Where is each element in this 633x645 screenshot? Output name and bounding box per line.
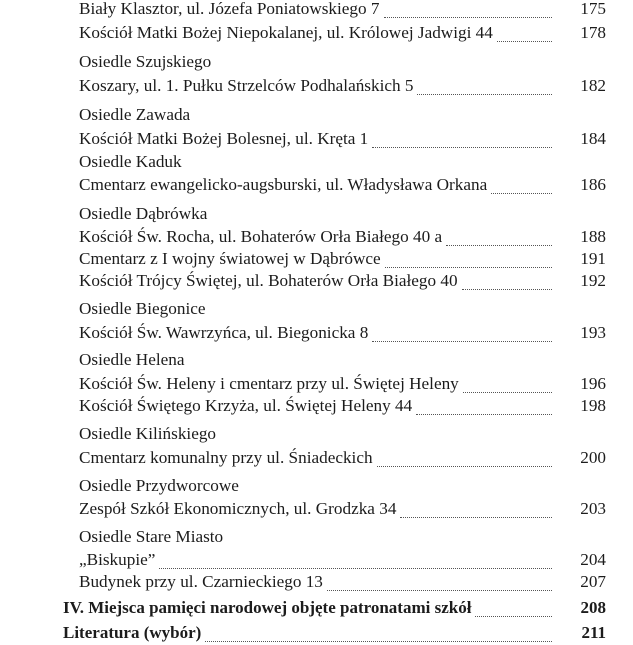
toc-group-heading: Osiedle Kaduk: [79, 151, 182, 171]
toc-entry-page: 200: [580, 447, 606, 467]
toc-entry-page: 184: [580, 128, 606, 148]
dot-leader: [385, 266, 552, 268]
dot-leader: [462, 288, 552, 290]
toc-entry-title: Zespół Szkół Ekonomicznych, ul. Grodzka 34: [79, 499, 397, 519]
toc-entry-page: 191: [580, 248, 606, 268]
toc-group-heading: Osiedle Szujskiego: [79, 52, 212, 72]
dot-leader: [372, 340, 552, 342]
toc-entry-title: Cmentarz z I wojny światowej w Dąbrówce: [79, 248, 381, 268]
toc-section[interactable]: [63, 621, 606, 645]
toc-entry-title: Kościół Św. Rocha, ul. Bohaterów Orła Białego 40 a: [79, 226, 443, 246]
toc-group-heading: Osiedle Helena: [79, 350, 185, 370]
toc-group-heading: Osiedle Stare Miasto: [79, 527, 224, 547]
dot-leader: [417, 93, 552, 95]
toc-entry-page: 178: [580, 22, 606, 42]
toc-entry[interactable]: [79, 321, 606, 345]
toc-entry-page: 186: [580, 175, 606, 195]
toc-entry-title: Kościół Św. Wawrzyńca, ul. Biegonicka 8: [79, 322, 369, 342]
toc-entry[interactable]: [79, 372, 606, 396]
toc-entry[interactable]: [79, 269, 606, 293]
toc-entry[interactable]: [79, 74, 606, 98]
toc-entry[interactable]: [79, 570, 606, 594]
dot-leader: [446, 244, 552, 246]
toc-entry-page: 193: [580, 322, 606, 342]
toc-entry[interactable]: [79, 394, 606, 418]
toc-entry-title: Kościół Św. Heleny i cmentarz przy ul. Świętej Heleny: [79, 373, 459, 393]
toc-entry-title: „Biskupie”: [79, 550, 156, 570]
dot-leader: [377, 465, 552, 467]
toc-entry-page: 192: [580, 270, 606, 290]
toc-section-page: 208: [580, 597, 606, 617]
dot-leader: [463, 391, 552, 393]
toc-entry-title: Kościół Trójcy Świętej, ul. Bohaterów Orła Białego 40: [79, 270, 458, 290]
dot-leader: [205, 640, 552, 642]
toc-entry-page: 175: [580, 0, 606, 18]
dot-leader: [400, 516, 552, 518]
toc-entry[interactable]: [79, 173, 606, 197]
toc-section[interactable]: [63, 596, 606, 620]
dot-leader: [384, 16, 552, 18]
toc-group-heading: Osiedle Zawada: [79, 105, 191, 125]
toc-section-page: 211: [581, 623, 606, 643]
dot-leader: [327, 589, 552, 591]
toc-entry[interactable]: [79, 127, 606, 151]
toc-section-title: Literatura (wybór): [63, 623, 202, 643]
toc-entry-title: Koszary, ul. 1. Pułku Strzelców Podhalańskich 5: [79, 75, 414, 95]
toc-entry-title: Cmentarz komunalny przy ul. Śniadeckich: [79, 447, 373, 467]
toc-section-title: IV. Miejsca pamięci narodowej objęte patronatami szkół: [63, 597, 472, 617]
toc-entry[interactable]: [79, 225, 606, 249]
toc-entry[interactable]: [79, 0, 606, 21]
toc-group-heading: Osiedle Kilińskiego: [79, 424, 217, 444]
toc-entry-page: 198: [580, 395, 606, 415]
toc-entry[interactable]: [79, 548, 606, 572]
toc-entry[interactable]: [79, 497, 606, 521]
toc-entry-title: Cmentarz ewangelicko-augsburski, ul. Władysława Orkana: [79, 175, 488, 195]
toc-entry-title: Budynek przy ul. Czarnieckiego 13: [79, 572, 323, 592]
toc-entry-page: 182: [580, 75, 606, 95]
dot-leader: [491, 192, 552, 194]
toc-entry[interactable]: [79, 21, 606, 45]
dot-leader: [416, 413, 552, 415]
dot-leader: [475, 615, 552, 617]
toc-entry-title: Kościół Świętego Krzyża, ul. Świętej Heleny 44: [79, 395, 413, 415]
toc-entry-page: 203: [580, 499, 606, 519]
toc-group-heading: Osiedle Dąbrówka: [79, 203, 208, 223]
toc-entry-page: 207: [580, 572, 606, 592]
dot-leader: [497, 40, 552, 42]
toc-group-heading: Osiedle Biegonice: [79, 298, 206, 318]
toc-group-heading: Osiedle Przydworcowe: [79, 476, 239, 496]
toc-entry-title: Biały Klasztor, ul. Józefa Poniatowskiego 7: [79, 0, 380, 18]
dot-leader: [159, 567, 552, 569]
toc-entry[interactable]: [79, 247, 606, 271]
toc-entry-title: Kościół Matki Bożej Bolesnej, ul. Kręta 1: [79, 128, 369, 148]
toc-entry[interactable]: [79, 446, 606, 470]
toc-entry-page: 204: [580, 550, 606, 570]
toc-entry-page: 188: [580, 226, 606, 246]
toc-entry-page: 196: [580, 373, 606, 393]
dot-leader: [372, 146, 552, 148]
toc-entry-title: Kościół Matki Bożej Niepokalanej, ul. Królowej Jadwigi 44: [79, 22, 493, 42]
